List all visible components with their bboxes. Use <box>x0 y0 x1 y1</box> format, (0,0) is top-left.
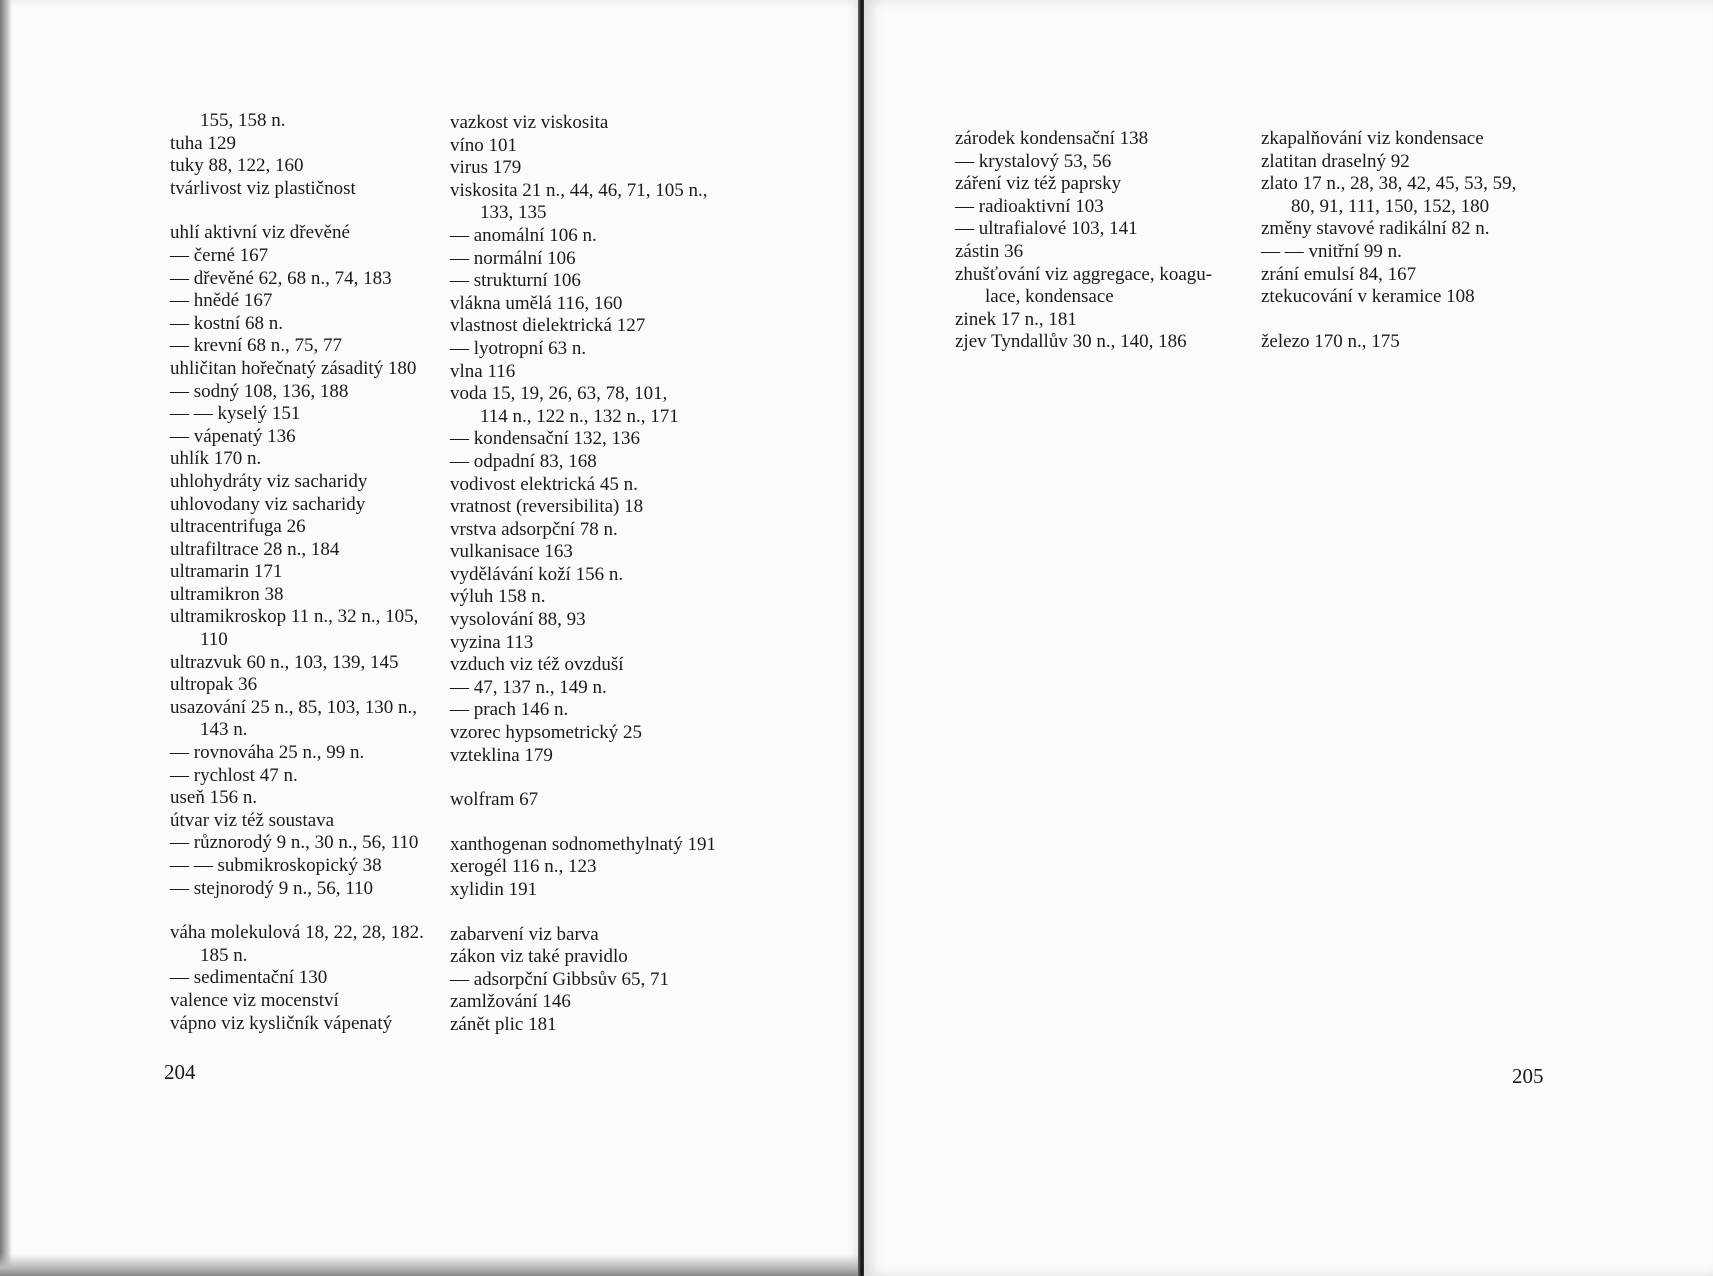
index-column-right-2 <box>1261 128 1516 353</box>
index-column-left-2 <box>450 112 716 1037</box>
index-entry: zamlžování 146 <box>450 991 571 1013</box>
index-entry: ultramikron 38 <box>170 583 284 605</box>
index-entry: wolfram 67 <box>450 789 539 811</box>
index-entry: vzduch viz též ovzduší <box>450 654 624 676</box>
index-entry-continuation: 133, 135 <box>480 202 547 224</box>
index-entry: záření viz též paprsky <box>955 173 1122 195</box>
index-entry: — radioaktivní 103 <box>955 195 1104 217</box>
page-number-left: 204 <box>164 1060 196 1084</box>
index-entry-continuation: 185 n. <box>200 944 248 966</box>
index-column-left-1 <box>170 110 424 1035</box>
index-entry: vydělávání koží 156 n. <box>450 563 624 585</box>
index-entry: — adsorpční Gibbsův 65, 71 <box>450 968 670 990</box>
right-page <box>864 0 1713 1276</box>
index-entry-continuation: 110 <box>200 629 228 651</box>
index-entry: útvar viz též soustava <box>170 809 335 831</box>
index-entry: ultracentrifuga 26 <box>170 516 306 538</box>
entry-spacer <box>170 200 424 222</box>
index-entry: vrstva adsorpční 78 n. <box>450 518 618 540</box>
entry-spacer <box>170 900 424 922</box>
index-entry: — různorodý 9 n., 30 n., 56, 110 <box>170 832 419 854</box>
index-entry: zinek 17 n., 181 <box>955 308 1077 330</box>
index-entry: vlna 116 <box>450 360 516 382</box>
index-entry: usazování 25 n., 85, 103, 130 n., <box>170 696 417 718</box>
index-entry: — sodný 108, 136, 188 <box>170 380 349 402</box>
index-entry: — kostní 68 n. <box>170 312 283 334</box>
index-entry: — — submikroskopický 38 <box>170 855 382 876</box>
index-entry: virus 179 <box>450 157 522 179</box>
index-column-right-1 <box>955 128 1212 354</box>
index-entry: — vápenatý 136 <box>170 425 296 447</box>
index-entry-continuation: 143 n. <box>200 719 248 741</box>
index-entry: zabarvení viz barva <box>450 923 599 945</box>
index-entry: — sedimentační 130 <box>170 967 328 989</box>
index-entry: — krystalový 53, 56 <box>955 150 1112 172</box>
index-entry: tuky 88, 122, 160 <box>170 155 304 177</box>
index-entry: vápno viz kysličník vápenatý <box>170 1012 393 1034</box>
index-entry: uhlík 170 n. <box>170 448 262 470</box>
page-edge-shadow <box>0 0 12 1276</box>
index-entry: — odpadní 83, 168 <box>450 450 597 472</box>
index-entry: — stejnorodý 9 n., 56, 110 <box>170 877 374 899</box>
index-entry-continuation: lace, kondensace <box>985 286 1114 308</box>
page-number-right: 205 <box>1512 1064 1544 1088</box>
entry-spacer <box>450 767 716 789</box>
index-entry: — prach 146 n. <box>450 699 569 721</box>
index-entry: změny stavové radikální 82 n. <box>1261 218 1490 240</box>
index-entry: — černé 167 <box>170 244 269 266</box>
index-entry: vzorec hypsometrický 25 <box>450 722 643 744</box>
index-entry-continuation: 155, 158 n. <box>200 110 286 131</box>
index-entry: — 47, 137 n., 149 n. <box>450 676 607 698</box>
index-entry: ultropak 36 <box>170 674 258 696</box>
entry-spacer <box>1261 309 1516 331</box>
page-bottom-shadow <box>0 1254 862 1276</box>
index-entry: uhlohydráty viz sacharidy <box>170 470 368 492</box>
index-entry: zkapalňování viz kondensace <box>1261 128 1484 149</box>
index-entry: — kondensační 132, 136 <box>450 428 640 450</box>
index-entry: zhušťování viz aggregace, koagu- <box>955 263 1213 285</box>
index-entry: — hnědé 167 <box>170 290 273 312</box>
index-entry-continuation: 114 n., 122 n., 132 n., 171 <box>480 405 679 427</box>
index-entry-continuation: 80, 91, 111, 150, 152, 180 <box>1291 195 1490 217</box>
index-entry: víno 101 <box>450 134 518 156</box>
index-entry: uhličitan hořečnatý zásaditý 180 <box>170 357 417 379</box>
index-entry: zákon viz také pravidlo <box>450 946 628 968</box>
index-entry: ultramarin 171 <box>170 561 283 583</box>
index-entry: xerogél 116 n., 123 <box>450 856 597 878</box>
index-entry: — — vnitřní 99 n. <box>1261 240 1402 262</box>
index-entry: vratnost (reversibilita) 18 <box>450 496 644 518</box>
index-entry: vulkanisace 163 <box>450 541 573 563</box>
index-entry: ztekucování v keramice 108 <box>1261 286 1475 308</box>
index-entry: vazkost viz viskosita <box>450 112 609 133</box>
index-entry: — — kyselý 151 <box>170 403 301 425</box>
index-entry: — krevní 68 n., 75, 77 <box>170 335 343 357</box>
index-entry: xylidin 191 <box>450 879 538 900</box>
index-entry: zlato 17 n., 28, 38, 42, 45, 53, 59, <box>1261 173 1517 195</box>
index-entry: uhlí aktivní viz dřevěné <box>170 222 350 244</box>
index-entry: useň 156 n. <box>170 787 258 809</box>
index-entry: — lyotropní 63 n. <box>450 337 587 359</box>
index-entry: železo 170 n., 175 <box>1261 330 1400 352</box>
index-entry: uhlovodany viz sacharidy <box>170 493 366 515</box>
index-entry: xanthogenan sodnomethylnatý 191 <box>450 833 716 855</box>
index-entry: vyzina 113 <box>450 631 534 653</box>
index-entry: zánět plic 181 <box>450 1013 557 1035</box>
index-entry: zástin 36 <box>955 240 1024 262</box>
index-entry: — normální 106 <box>450 247 576 269</box>
index-entry: viskosita 21 n., 44, 46, 71, 105 n., <box>450 179 708 201</box>
index-entry: zlatitan draselný 92 <box>1261 150 1410 172</box>
index-entry: tvárlivost viz plastičnost <box>170 177 356 199</box>
index-entry: — ultrafialové 103, 141 <box>955 218 1138 240</box>
index-entry: zjev Tyndallův 30 n., 140, 186 <box>955 331 1187 353</box>
index-entry: ultrazvuk 60 n., 103, 139, 145 <box>170 651 399 673</box>
index-entry: — anomální 106 n. <box>450 224 597 246</box>
index-entry: zárodek kondensační 138 <box>955 128 1149 149</box>
index-entry: voda 15, 19, 26, 63, 78, 101, <box>450 383 668 405</box>
index-entry: vzteklina 179 <box>450 744 553 766</box>
index-entry: ultrafiltrace 28 n., 184 <box>170 538 340 560</box>
index-entry: — strukturní 106 <box>450 270 581 292</box>
index-entry: vodivost elektrická 45 n. <box>450 473 638 495</box>
index-entry: — rychlost 47 n. <box>170 764 298 786</box>
entry-spacer <box>450 812 716 834</box>
index-entry: váha molekulová 18, 22, 28, 182. <box>170 922 424 944</box>
index-entry: tuha 129 <box>170 132 236 154</box>
entry-spacer <box>450 902 716 924</box>
index-entry: vlákna umělá 116, 160 <box>450 292 623 314</box>
index-entry: ultramikroskop 11 n., 32 n., 105, <box>170 606 419 628</box>
index-entry: — rovnováha 25 n., 99 n. <box>170 742 365 764</box>
index-entry: výluh 158 n. <box>450 586 546 608</box>
index-entry: — dřevěné 62, 68 n., 74, 183 <box>170 267 392 289</box>
index-entry: vlastnost dielektrická 127 <box>450 315 646 337</box>
index-entry: zrání emulsí 84, 167 <box>1261 263 1417 285</box>
index-entry: valence viz mocenství <box>170 989 339 1011</box>
index-entry: vysolování 88, 93 <box>450 609 586 631</box>
